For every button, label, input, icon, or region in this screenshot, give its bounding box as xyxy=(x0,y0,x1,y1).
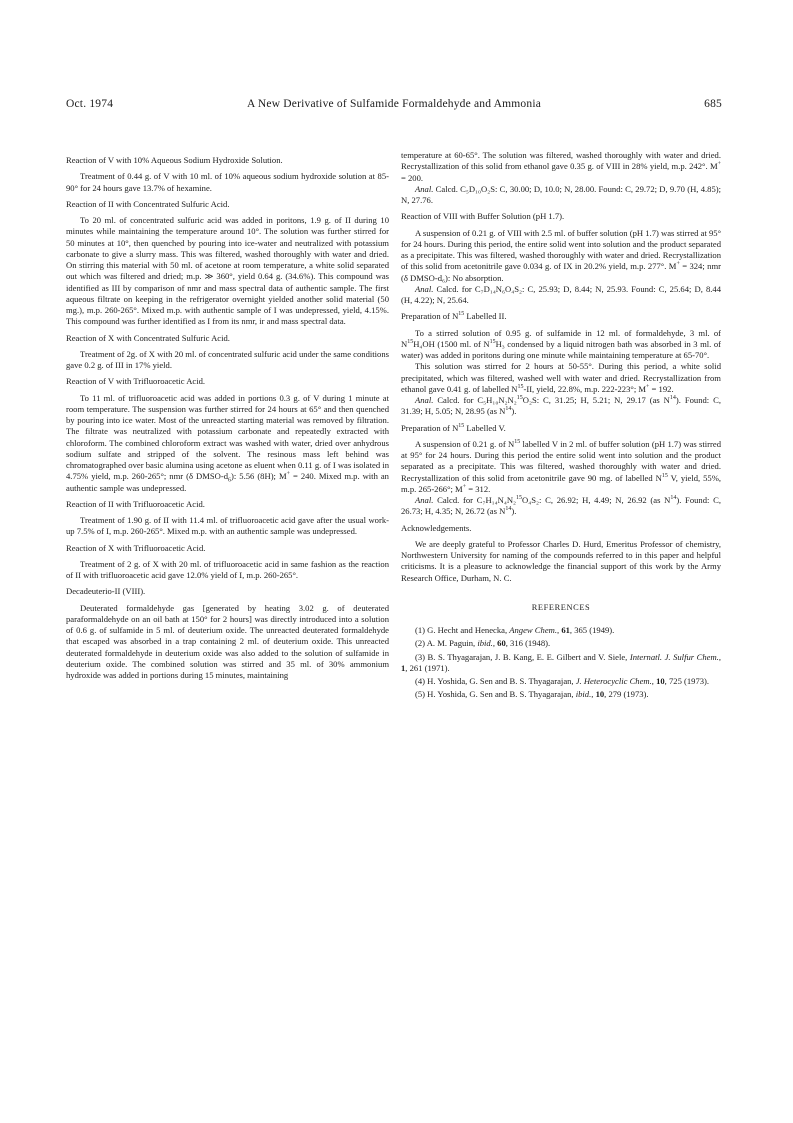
paragraph: A suspension of 0.21 g. of $N^{15}$ labelled V in 2 ml. of buffer solution (pH 1.7) was stirred at 95° for 24 hours. During this period the entire solid went into solution and the product separated as a precipitate. This was filtered, washed thoroughly with water and dried. Recrystallization of this solid from acetonitrile gave 90 mg. of labelled $N^{15}$ V, yield, 55%, m.p. 265-266°; M+ = 312. xyxy=(401,438,721,494)
section-heading: Decadeuterio-II (VIII). xyxy=(66,586,146,597)
header-date: Oct. 1974 xyxy=(66,98,114,110)
paragraph: Treatment of 2 g. of X with 20 ml. of trifluoroacetic acid in same fashion as the reaction of II with trifluoroacetic acid gave 12.0% yield of I, m.p. 260-265°. xyxy=(66,558,389,580)
paragraph: Treatment of 1.90 g. of II with 11.4 ml. of trifluoroacetic acid gave after the usual work-up 7.5% of I, m.p. 260-265°. Mixed m.p. with an authentic sample was undepressed. xyxy=(66,515,389,537)
analysis: Anal. Calcd. for C₇H₁₄N₄N₂$^{15}$O₄S₂: C, 26.92; H, 4.49; N, 26.92 (as $N^{14}$). Found: C, 26.73; H, 4.35; N, 26.72 (as $N^{14}$). xyxy=(401,495,721,517)
paragraph: temperature at 60-65°. The solution was filtered, washed thoroughly with water and dried. Recrystallization of this solid from ethanol gave 0.35 g. of VIII in 28% yield, m.p. 242°. M+ = 200. xyxy=(401,150,721,183)
analysis: Anal. Calcd. C₅D₁₀O₂S: C, 30.00; D, 10.0; N, 28.00. Found: C, 29.72; D, 9.70 (H, 4.85); N, 27.76. xyxy=(401,183,721,205)
paragraph: A suspension of 0.21 g. of VIII with 2.5 ml. of buffer solution (pH 1.7) was stirred at 95° for 24 hours. During this period, the entire solid went into solution and the product separated as a precipitate. This was filtered, washed thoroughly with water and dried. Recrystallization of this solid from acetonitrile gave 0.034 g. of IX in 20.2% yield, m.p. 277°. M+ = 324; nmr (δ DMSO-d₆): No absorption. xyxy=(401,227,722,283)
section-heading: Reaction of V with Trifluoroacetic Acid. xyxy=(66,376,206,387)
paragraph: Deuterated formaldehyde gas [generated by heating 3.02 g. of deuterated paraformaldehyde on an oil bath at 150° for 2 hours] was directly introduced into a solution of 0.6 g. of sulfamide in 5 ml. of deuterium oxide. The unreacted deuterated formaldehyde that escaped was absorbed in a trap containing 2 ml. of deuterium oxide. This unreacted deuterated formaldehyde in deuterium oxide was also added to the solution of sulfamide in deuterium oxide. The combined solution was stirred and 35 ml. of 30% ammonium hydroxide was added in portions during 15 minutes, maintaining xyxy=(66,602,389,680)
reference-item: (2) A. M. Paguin, ibid., 60, 316 (1948). xyxy=(415,638,551,649)
reference-item: (5) H. Yoshida, G. Sen and B. S. Thyagarajan, ibid., 10, 279 (1973). xyxy=(415,689,649,700)
header-title: A New Derivative of Sulfamide Formaldehyde and Ammonia xyxy=(246,98,542,110)
reference-item: (3) B. S. Thyagarajan, J. B. Kang, E. E. Gilbert and V. Siele, Internatl. J. Sulfur Chem., 1, 261 (1971). xyxy=(401,651,721,673)
section-heading: Reaction of V with 10% Aqueous Sodium Hydroxide Solution. xyxy=(66,155,283,165)
section-heading: Reaction of II with Trifluoroacetic Acid. xyxy=(66,498,205,509)
acknowledgements-text: We are deeply grateful to Professor Charles D. Hurd, Emeritus Professor of chemistry, Northwestern University for naming of the compounds referred to in this paper and helpful criticisms. It is a pleasure to acknowledge the financial support of this work by the Army Research Office, Durham, N. C. xyxy=(401,538,721,583)
right-column xyxy=(401,150,721,703)
page-number: 685 xyxy=(704,98,722,110)
running-header xyxy=(66,98,722,116)
paragraph: To 20 ml. of concentrated sulfuric acid was added in poritons, 1.9 g. of II during 10 minutes while maintaining the temperature around 10°. The solution was further stirred for 50 minutes at 10°, then quenched by pouring into ice-water and neutralized with potassium carbonate to give a slurry mass. This was filtered, washed thoroughly with water and dried. On stirring this material with 50 ml. of acetone at room temperature, a white solid separated out which was filtered and dried; m.p. ≫ 360°, yield 0.64 g. (34.6%). This compound was identified as III by comparison of nmr and mass spectral data of authentic sample. The first aqueous filtrate on keeping in the refrigerator overnight yielded another solid material (50 mg.), m.p. 260-265°. Mixed m.p. with authentic sample of I was undepressed, yield, 4.15%. This compound was further identified as I from its nmr, ir and mass spectral data. xyxy=(66,215,389,327)
section-heading: Preparation of $N^{15}$ Labelled II. xyxy=(401,311,507,322)
section-heading: Reaction of X with Trifluoroacetic Acid. xyxy=(66,542,206,553)
reference-item: (4) H. Yoshida, G. Sen and B. S. Thyagarajan, J. Heterocyclic Chem., 10, 725 (1973). xyxy=(415,676,710,686)
paragraph: Treatment of 0.44 g. of V with 10 ml. of 10% aqueous sodium hydroxide solution at 85-90° for 24 hours gave 13.7% of hexamine. xyxy=(66,171,389,193)
paragraph: To a stirred solution of 0.95 g. of sulfamide in 12 ml. of formaldehyde, 3 ml. of $N^{15}H_4OH$ (1500 ml. of $N^{15}H_3$ condensed by a liquid nitrogen bath was absorbed in 3 ml. of water) was added in poritons during one minute while maintaining temperature at 65-70°. xyxy=(401,327,722,360)
analysis: Anal. Calcd. for C₅H₁₀N₂N₂$^{15}$O₂S: C, 31.25; H, 5.21; N, 29.17 (as $N^{14}$). Found: C, 31.39; H, 5.05; N, 28.95 (as $N^{14}$). xyxy=(401,395,722,417)
section-heading: Reaction of VIII with Buffer Solution (pH 1.7). xyxy=(401,211,565,222)
references-heading: REFERENCES xyxy=(531,602,591,612)
acknowledgements-heading: Acknowledgements. xyxy=(401,522,472,533)
reference-list xyxy=(401,625,721,701)
analysis: Anal. Calcd. for C₇D₁₄N₆O₄S₂: C, 25.93; D, 8.44; N, 25.93. Found: C, 25.64; D, 8.44 (H, 4.22); N, 25.64. xyxy=(401,283,721,305)
paragraph: To 11 ml. of trifluoroacetic acid was added in portions 0.3 g. of V during 1 minute at room temperature. The suspension was further stirred for 24 hours at 65° and then quenched by pouring into ice water. Most of the unreacted starting material was removed by filtration. The filtrate was neutralized with potassium carbonate and repeatedly extracted with chloroform. The combined chloroform extract was washed with water, dried over anhydrous sodium sulfate and stripped of the solvent. The resinous mass left behind was chromatographed over basic alumina using acetone as eluent when 0.11 g. of I was isolated in 4.75% yield, m.p. 260-265°; nmr (δ DMSO-$d_6$): 5.56 (8H); M+ = 240. Mixed m.p. with an authentic sample was undepressed. xyxy=(66,392,389,493)
paragraph: Treatment of 2g. of X with 20 ml. of concentrated sulfuric acid under the same conditions gave 0.2 g. of III in 17% yield. xyxy=(66,348,389,370)
paragraph: This solution was stirred for 2 hours at 50-55°. During this period, a white solid precipitated, which was filtered, washed well with water and dried. Recrystallization from ethanol gave 0.41 g. of labelled $N^{15}-II$, yield, 22.8%, m.p. 222-223°; M+ = 192. xyxy=(401,361,721,394)
section-heading: Preparation of $N^{15}$ Labelled V. xyxy=(401,422,506,433)
left-column xyxy=(66,152,389,681)
section-heading: Reaction of II with Concentrated Sulfuric Acid. xyxy=(66,198,230,209)
reference-item: (1) G. Hecht and Henecka, Angew Chem., 61, 365 (1949). xyxy=(415,625,615,635)
section-heading: Reaction of X with Concentrated Sulfuric Acid. xyxy=(66,332,230,343)
